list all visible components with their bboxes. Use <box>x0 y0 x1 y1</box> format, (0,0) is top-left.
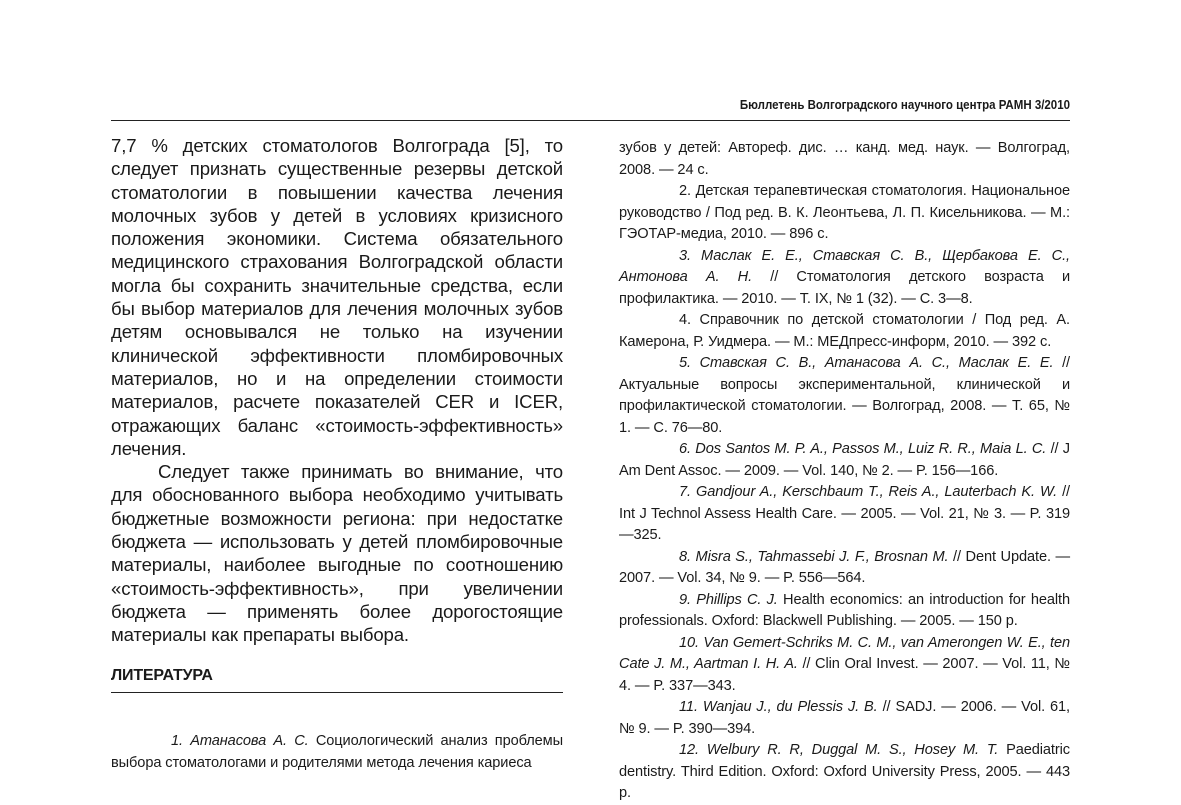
reference-item-4 <box>619 310 1070 353</box>
reference-authors: 6. Dos Santos M. P. A., Passos M., Luiz R. R., Maia L. C. <box>679 441 1047 457</box>
reference-text: 2. Детская терапевтическая стоматология. Национальное руководство / Под ред. В. К. Леонтьева, Л. П. Кисельникова. — М.: ГЭОТАР-медиа, 2010. — 896 с. <box>619 183 1070 242</box>
reference-text: // SADJ. — 2006. — Vol. 61, № 9. — P. 390—394. <box>619 699 1071 737</box>
reference-item-12 <box>619 740 1070 805</box>
reference-authors: 12. Welbury R. R, Duggal M. S., Hosey M. T. <box>679 742 999 758</box>
literature-heading: ЛИТЕРАТУРА <box>111 667 213 684</box>
left-column <box>111 134 563 647</box>
reference-authors: 3. Маслак Е. Е., Ставская С. В., Щербакова Е. С., Антонова А. Н. <box>619 247 1070 285</box>
reference-text: // Clin Oral Invest. — 2007. — Vol. 11, № 4. — P. 337—343. <box>619 656 1070 694</box>
reference-text: 4. Справочник по детской стоматологии / Под ред. А. Камерона, Р. Уидмера. — М.: МЕДпресс-информ, 2010. — 392 с. <box>619 312 1070 350</box>
reference-item-3 <box>619 246 1070 311</box>
reference-authors: 5. Ставская С. В., Атанасова А. С., Маслак Е. Е. <box>679 355 1054 371</box>
reference-item-7 <box>619 482 1070 547</box>
reference-item-6 <box>619 439 1070 482</box>
reference-text: // Актуальные вопросы экспериментальной, клинической и профилактической стоматологии. — Волгоград, 2008. — Т. 65, № 1. — С. 76—80. <box>619 355 1070 436</box>
reference-item-1 <box>111 730 563 774</box>
reference-authors: 9. Phillips C. J. <box>679 591 778 608</box>
body-paragraph-2: Следует также принимать во внимание, что для обоснованного выбора необходимо учитывать бюджетные возможности региона: при недостатке бюджета — использовать у детей пломбировочные материалы, наиболее выгодные по соотношению «стоимость-эффективность», при увеличении бюджета — применять более дорогостоящие материалы как препараты выбора. <box>111 461 563 646</box>
reference-text: Paediatric dentistry. Third Edition. Oxford: Oxford University Press, 2005. — 443 p. <box>619 742 1070 801</box>
reference-authors: 10. Van Gemert-Schriks M. C. M., van Amerongen W. E., ten Cate J. M., Aartman I. H. A. <box>619 634 1070 672</box>
reference-authors: 1. Атанасова А. С. <box>171 732 309 749</box>
reference-item-5 <box>619 353 1070 439</box>
right-column <box>619 138 1070 805</box>
journal-header: Бюллетень Волгоградского научного центра РАМН 3/2010 <box>739 98 1070 112</box>
reference-item-8 <box>619 547 1070 590</box>
reference-text: // J Am Dent Assoc. — 2009. — Vol. 140, № 2. — P. 156—166. <box>619 441 1070 479</box>
literature-divider <box>111 692 563 693</box>
reference-text: // Dent Update. — 2007. — Vol. 34, № 9. — P. 556—564. <box>619 548 1071 586</box>
reference-authors: 8. Misra S., Tahmassebi J. F., Brosnan M. <box>679 548 949 565</box>
reference-item-2 <box>619 181 1070 246</box>
reference-text: // Стоматология детского возраста и профилактика. — 2010. — Т. IX, № 1 (32). — С. 3—8. <box>619 269 1071 307</box>
header-divider <box>111 120 1070 121</box>
reference-item-11 <box>619 697 1070 740</box>
reference-authors: 7. Gandjour A., Kerschbaum T., Reis A., Lauterbach K. W. <box>679 484 1058 500</box>
reference-item-1-continued: зубов у детей: Автореф. дис. … канд. мед. наук. — Волгоград, 2008. — 24 с. <box>619 140 1070 178</box>
reference-text: Health economics: an introduction for health professionals. Oxford: Blackwell Publishing. — 2005. — 150 p. <box>619 591 1070 629</box>
body-paragraph-1: 7,7 % детских стоматологов Волгограда [5], то следует признать существенные резервы детской стоматологии в повышении качества лечения молочных зубов у детей в условиях кризисного положения экономики. Система обязательного медицинского страхования Волгоградской области могла бы сохранить значительные средства, если бы выбор материалов для лечения молочных зубов детям основывался не только на изучении клинической эффективности пломбировочных материалов, но и на определении стоимости материалов, расчете показателей CER и ICER, отражающих баланс «стоимость-эффективность» лечения. <box>111 135 563 459</box>
reference-authors: 11. Wanjau J., du Plessis J. B. <box>679 699 878 715</box>
reference-item-9 <box>619 590 1070 633</box>
reference-text: // Int J Technol Assess Health Care. — 2005. — Vol. 21, № 3. — P. 319—325. <box>619 484 1070 543</box>
reference-item-10 <box>619 633 1070 698</box>
reference-text: Социологический анализ проблемы выбора стоматологами и родителями метода лечения кариеса <box>111 732 563 771</box>
